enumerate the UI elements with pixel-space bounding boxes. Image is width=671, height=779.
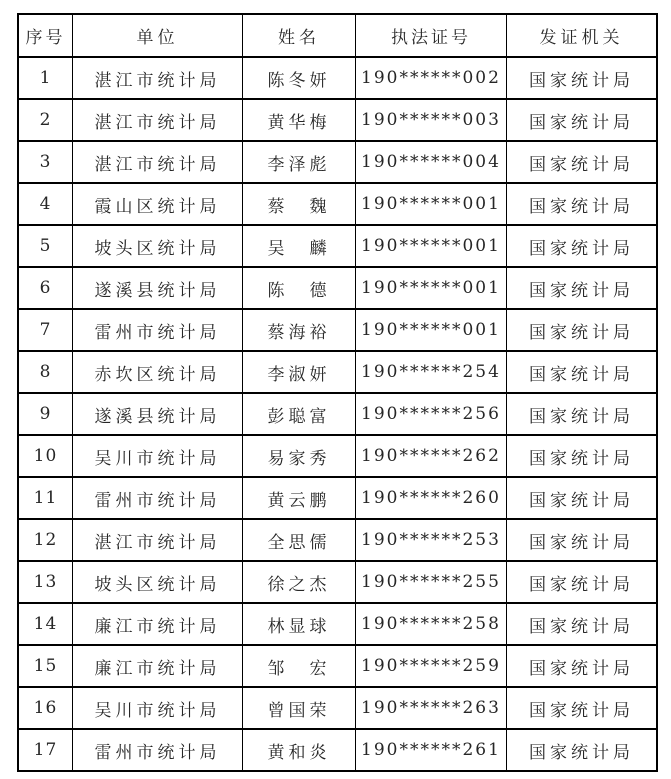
cell-unit: 雷州市统计局 <box>73 477 243 519</box>
cell-index: 7 <box>18 309 73 351</box>
column-header-index: 序号 <box>18 14 73 57</box>
table-row <box>18 435 657 477</box>
cell-index: 3 <box>18 141 73 183</box>
cell-index: 5 <box>18 225 73 267</box>
cell-name: 林显球 <box>243 603 356 645</box>
cell-unit: 吴川市统计局 <box>73 687 243 729</box>
cell-unit: 湛江市统计局 <box>73 141 243 183</box>
cell-cert_no: 190******262 <box>356 435 507 477</box>
cell-authority: 国家统计局 <box>507 57 658 99</box>
cell-authority: 国家统计局 <box>507 183 658 225</box>
table-row <box>18 99 657 141</box>
table-row <box>18 183 657 225</box>
table-row <box>18 645 657 687</box>
cell-unit: 廉江市统计局 <box>73 603 243 645</box>
table-row <box>18 477 657 519</box>
cell-cert_no: 190******253 <box>356 519 507 561</box>
cell-name: 黄和炎 <box>243 729 356 771</box>
cell-cert_no: 190******261 <box>356 729 507 771</box>
column-header-unit: 单位 <box>73 14 243 57</box>
cell-authority: 国家统计局 <box>507 519 658 561</box>
cell-unit: 湛江市统计局 <box>73 57 243 99</box>
cell-index: 12 <box>18 519 73 561</box>
cell-cert_no: 190******002 <box>356 57 507 99</box>
cell-name: 吴 麟 <box>243 225 356 267</box>
cell-index: 14 <box>18 603 73 645</box>
cell-cert_no: 190******004 <box>356 141 507 183</box>
cell-authority: 国家统计局 <box>507 141 658 183</box>
column-header-cert-no: 执法证号 <box>356 14 507 57</box>
table-row <box>18 309 657 351</box>
cell-authority: 国家统计局 <box>507 435 658 477</box>
table-row <box>18 225 657 267</box>
cell-cert_no: 190******256 <box>356 393 507 435</box>
cell-index: 6 <box>18 267 73 309</box>
table-body <box>18 57 657 771</box>
cell-name: 黄云鹏 <box>243 477 356 519</box>
cell-unit: 遂溪县统计局 <box>73 267 243 309</box>
cell-unit: 廉江市统计局 <box>73 645 243 687</box>
cell-authority: 国家统计局 <box>507 393 658 435</box>
cell-name: 曾国荣 <box>243 687 356 729</box>
cell-authority: 国家统计局 <box>507 687 658 729</box>
cell-unit: 赤坎区统计局 <box>73 351 243 393</box>
cell-index: 1 <box>18 57 73 99</box>
cell-authority: 国家统计局 <box>507 309 658 351</box>
cell-authority: 国家统计局 <box>507 477 658 519</box>
cell-authority: 国家统计局 <box>507 351 658 393</box>
cell-name: 李泽彪 <box>243 141 356 183</box>
cell-name: 全思儒 <box>243 519 356 561</box>
cell-authority: 国家统计局 <box>507 99 658 141</box>
cell-unit: 霞山区统计局 <box>73 183 243 225</box>
cell-authority: 国家统计局 <box>507 729 658 771</box>
cell-name: 黄华梅 <box>243 99 356 141</box>
cell-cert_no: 190******263 <box>356 687 507 729</box>
cell-authority: 国家统计局 <box>507 561 658 603</box>
cell-name: 陈冬妍 <box>243 57 356 99</box>
cell-cert_no: 190******259 <box>356 645 507 687</box>
cell-index: 11 <box>18 477 73 519</box>
table-row <box>18 603 657 645</box>
cell-authority: 国家统计局 <box>507 645 658 687</box>
cell-cert_no: 190******001 <box>356 309 507 351</box>
cell-name: 陈 德 <box>243 267 356 309</box>
cell-cert_no: 190******260 <box>356 477 507 519</box>
table-header-row <box>18 14 657 57</box>
cell-index: 10 <box>18 435 73 477</box>
cell-unit: 湛江市统计局 <box>73 99 243 141</box>
cell-index: 9 <box>18 393 73 435</box>
cell-index: 15 <box>18 645 73 687</box>
cell-index: 2 <box>18 99 73 141</box>
cell-cert_no: 190******258 <box>356 603 507 645</box>
table-row <box>18 351 657 393</box>
cell-authority: 国家统计局 <box>507 225 658 267</box>
cell-authority: 国家统计局 <box>507 603 658 645</box>
cell-cert_no: 190******001 <box>356 183 507 225</box>
cell-name: 徐之杰 <box>243 561 356 603</box>
cell-authority: 国家统计局 <box>507 267 658 309</box>
cell-unit: 坡头区统计局 <box>73 561 243 603</box>
cell-cert_no: 190******001 <box>356 267 507 309</box>
table-row <box>18 519 657 561</box>
table-row <box>18 57 657 99</box>
column-header-name: 姓名 <box>243 14 356 57</box>
table-row <box>18 561 657 603</box>
cell-unit: 坡头区统计局 <box>73 225 243 267</box>
law-enforcement-certificate-table <box>17 13 658 772</box>
cell-cert_no: 190******255 <box>356 561 507 603</box>
cell-index: 13 <box>18 561 73 603</box>
cell-name: 李淑妍 <box>243 351 356 393</box>
cell-name: 易家秀 <box>243 435 356 477</box>
cell-index: 4 <box>18 183 73 225</box>
cell-unit: 雷州市统计局 <box>73 309 243 351</box>
cell-name: 蔡 魏 <box>243 183 356 225</box>
table-row <box>18 729 657 771</box>
cell-index: 8 <box>18 351 73 393</box>
cell-name: 邹 宏 <box>243 645 356 687</box>
cell-cert_no: 190******254 <box>356 351 507 393</box>
table-row <box>18 141 657 183</box>
cell-name: 彭聪富 <box>243 393 356 435</box>
cell-unit: 雷州市统计局 <box>73 729 243 771</box>
cell-unit: 湛江市统计局 <box>73 519 243 561</box>
table-row <box>18 393 657 435</box>
cell-cert_no: 190******001 <box>356 225 507 267</box>
cell-cert_no: 190******003 <box>356 99 507 141</box>
cell-index: 17 <box>18 729 73 771</box>
cell-name: 蔡海裕 <box>243 309 356 351</box>
column-header-authority: 发证机关 <box>507 14 658 57</box>
table-row <box>18 687 657 729</box>
cell-unit: 遂溪县统计局 <box>73 393 243 435</box>
cell-index: 16 <box>18 687 73 729</box>
cell-unit: 吴川市统计局 <box>73 435 243 477</box>
table-row <box>18 267 657 309</box>
table-header <box>18 14 657 57</box>
